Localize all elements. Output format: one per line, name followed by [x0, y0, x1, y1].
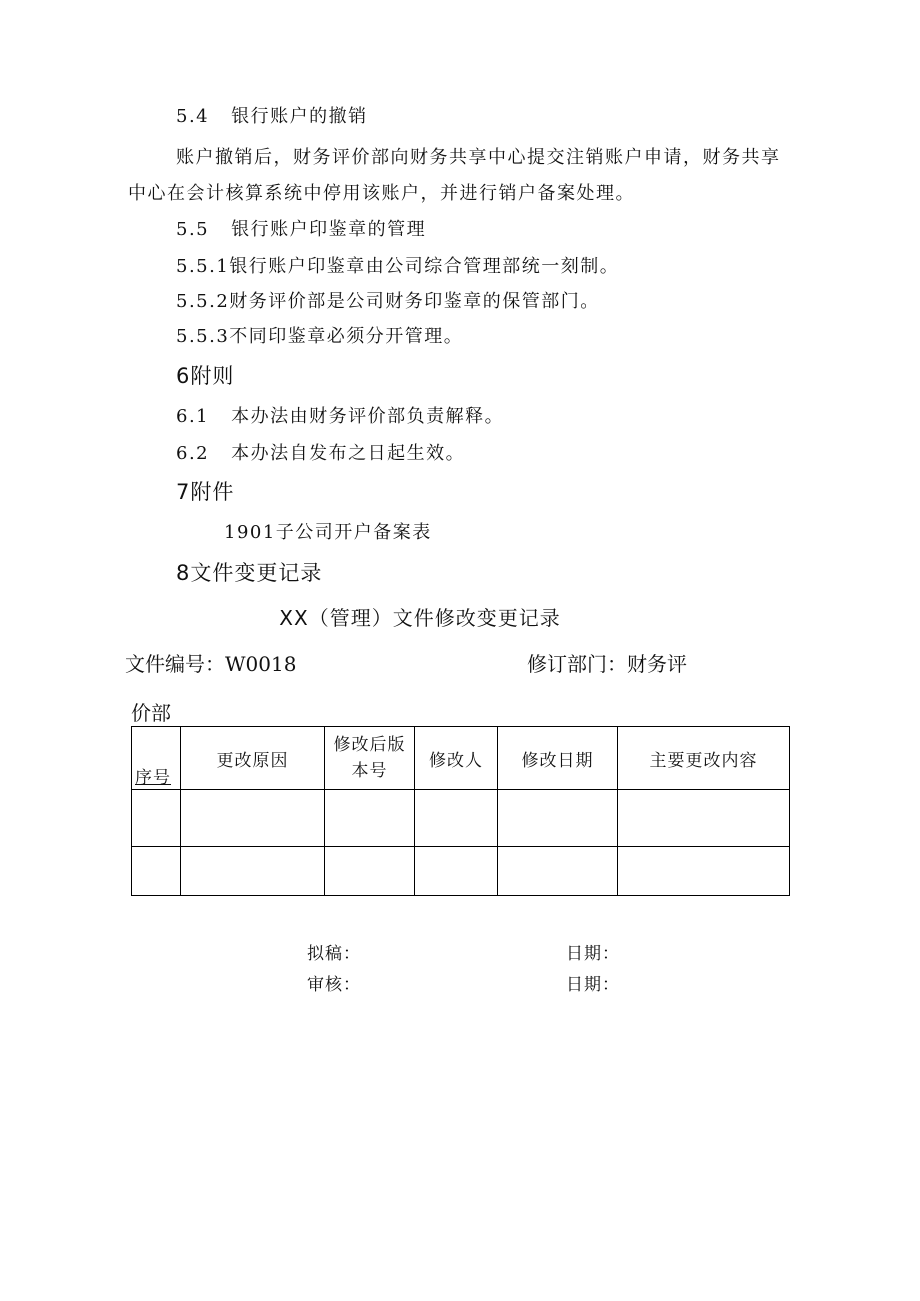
header-reason: 更改原因 [181, 727, 325, 790]
clause-5-5-1: 5.5.1银行账户印鉴章由公司综合管理部统一刻制。 [176, 256, 620, 277]
table-cell[interactable] [132, 790, 181, 847]
table-cell[interactable] [132, 847, 181, 896]
section-number: 6.1 [176, 406, 210, 427]
revision-dept-value: 财务评 [627, 652, 687, 676]
paragraph-line: 中心在会计核算系统中停用该账户，并进行销户备案处理。 [128, 183, 635, 204]
clause-6-2 [176, 443, 465, 465]
table-cell[interactable] [181, 790, 325, 847]
table-cell[interactable] [325, 790, 415, 847]
clause-6-1 [176, 406, 504, 428]
section-5-4-heading [176, 106, 368, 128]
file-number [125, 652, 296, 676]
section-5-5-heading [176, 219, 426, 241]
review-label: 审核： [307, 975, 361, 995]
paragraph-line: 账户撤销后，财务评价部向财务共享中心提交注销账户申请，财务共享 [176, 147, 781, 168]
clause-5-5-2: 5.5.2财务评价部是公司财务印鉴章的保管部门。 [176, 291, 600, 312]
header-seq [132, 727, 181, 790]
table-header-row [132, 727, 790, 790]
chapter-6-heading: 6附则 [176, 364, 235, 388]
clause-text: 本办法自发布之日起生效。 [231, 443, 466, 464]
table-cell[interactable] [415, 847, 498, 896]
file-number-label: 文件编号： [125, 652, 225, 676]
header-version-line2: 本号 [351, 761, 388, 781]
section-title: 银行账户的撤销 [231, 106, 368, 127]
header-content: 主要更改内容 [618, 727, 790, 790]
clause-text: 本办法由财务评价部负责解释。 [231, 406, 505, 427]
table-row [132, 790, 790, 847]
record-title: XX（管理）文件修改变更记录 [279, 606, 561, 630]
header-version [325, 727, 415, 790]
section-number: 6.2 [176, 443, 210, 464]
revision-dept-continued: 价部 [131, 701, 171, 725]
table-cell[interactable] [618, 847, 790, 896]
draft-label: 拟稿： [307, 944, 361, 964]
table-cell[interactable] [498, 847, 618, 896]
table-cell[interactable] [618, 790, 790, 847]
table-cell[interactable] [498, 790, 618, 847]
header-date: 修改日期 [498, 727, 618, 790]
table-cell[interactable] [181, 847, 325, 896]
file-number-value: W0018 [225, 652, 297, 676]
table-cell[interactable] [325, 847, 415, 896]
section-number: 5.5 [176, 219, 210, 240]
clause-5-5-3: 5.5.3不同印鉴章必须分开管理。 [176, 326, 464, 347]
table-row [132, 847, 790, 896]
revision-dept [527, 652, 687, 676]
change-record-table [131, 726, 790, 896]
section-title: 银行账户印鉴章的管理 [231, 219, 427, 240]
draft-date-label: 日期： [566, 944, 620, 964]
review-date-label: 日期： [566, 975, 620, 995]
chapter-8-heading: 8文件变更记录 [176, 561, 323, 585]
section-number: 5.4 [176, 106, 210, 127]
attachment-item: 1901子公司开户备案表 [224, 522, 432, 543]
chapter-7-heading: 7附件 [176, 480, 235, 504]
revision-dept-label: 修订部门： [527, 652, 627, 676]
header-seq-label: 序号 [135, 768, 171, 788]
table-cell[interactable] [415, 790, 498, 847]
header-version-line1: 修改后版 [333, 735, 406, 755]
header-modifier: 修改人 [415, 727, 498, 790]
